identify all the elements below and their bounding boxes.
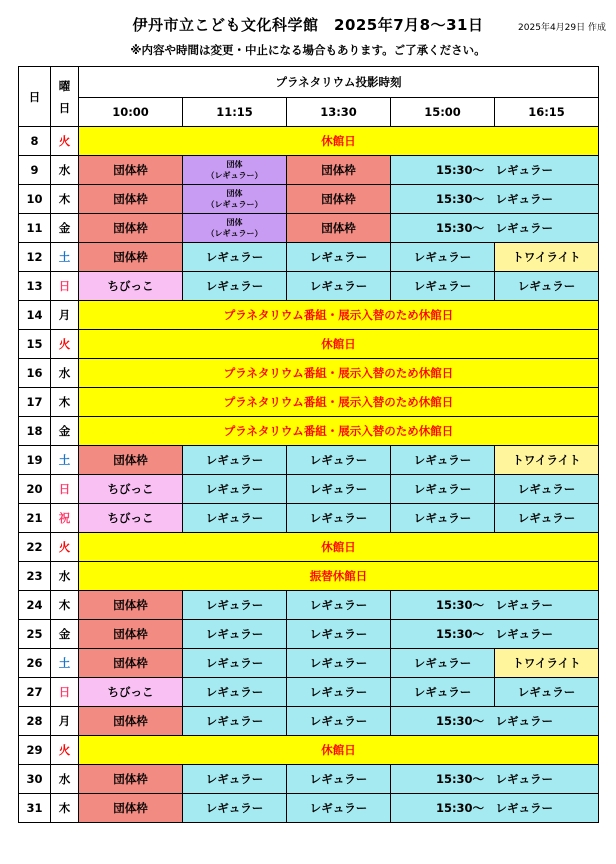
group-slot: 団体枠	[79, 620, 183, 649]
regular-slot: レギュラー	[287, 243, 391, 272]
regular-slot: レギュラー	[287, 649, 391, 678]
day-cell: 31	[19, 794, 51, 823]
schedule-row	[19, 417, 599, 446]
schedule-row	[19, 794, 599, 823]
group-slot: 団体枠	[287, 156, 391, 185]
day-cell: 18	[19, 417, 51, 446]
closed-slot: 振替休館日	[79, 562, 599, 591]
regular-slot: レギュラー	[183, 272, 287, 301]
schedule-row	[19, 446, 599, 475]
group-slot: 団体枠	[79, 185, 183, 214]
weekday-cell: 日	[51, 475, 79, 504]
day-cell: 21	[19, 504, 51, 533]
groupreg-slot: 団体 （レギュラー）	[183, 156, 287, 185]
weekday-cell: 火	[51, 127, 79, 156]
weekday-cell: 月	[51, 301, 79, 330]
day-cell: 27	[19, 678, 51, 707]
weekday-cell: 木	[51, 185, 79, 214]
schedule-row	[19, 301, 599, 330]
weekday-cell: 木	[51, 388, 79, 417]
schedule-body	[19, 127, 599, 823]
regular-slot: レギュラー	[287, 504, 391, 533]
group-slot: 団体枠	[79, 243, 183, 272]
day-cell: 11	[19, 214, 51, 243]
schedule-row	[19, 533, 599, 562]
regular-slot: レギュラー	[183, 765, 287, 794]
weekday-cell: 水	[51, 156, 79, 185]
regular-slot: 15:30～ レギュラー	[391, 156, 599, 185]
regular-slot: 15:30～ レギュラー	[391, 765, 599, 794]
day-cell: 8	[19, 127, 51, 156]
page-title: 伊丹市立こども文化科学館 2025年7月8～31日	[132, 16, 484, 34]
schedule-row	[19, 388, 599, 417]
regular-slot: レギュラー	[287, 475, 391, 504]
regular-slot: レギュラー	[391, 272, 495, 301]
chibikko-slot: ちびっこ	[79, 272, 183, 301]
weekday-cell: 日	[51, 272, 79, 301]
twilight-slot: トワイライト	[495, 243, 599, 272]
regular-slot: レギュラー	[495, 475, 599, 504]
weekday-cell: 祝	[51, 504, 79, 533]
weekday-header-label: 曜日	[58, 78, 71, 115]
regular-slot: 15:30～ レギュラー	[391, 707, 599, 736]
regular-slot: レギュラー	[495, 504, 599, 533]
twilight-slot: トワイライト	[495, 649, 599, 678]
schedule-row	[19, 330, 599, 359]
regular-slot: レギュラー	[183, 446, 287, 475]
regular-slot: レギュラー	[287, 707, 391, 736]
time-header-2: 13:30	[287, 98, 391, 127]
time-header-1: 11:15	[183, 98, 287, 127]
day-cell: 30	[19, 765, 51, 794]
weekday-cell: 金	[51, 417, 79, 446]
time-header-0: 10:00	[79, 98, 183, 127]
schedule-row	[19, 620, 599, 649]
showtime-group-header: プラネタリウム投影時刻	[79, 67, 599, 98]
chibikko-slot: ちびっこ	[79, 475, 183, 504]
closed-slot: 休館日	[79, 127, 599, 156]
regular-slot: 15:30～ レギュラー	[391, 794, 599, 823]
schedule-row	[19, 562, 599, 591]
regular-slot: レギュラー	[183, 794, 287, 823]
regular-slot: レギュラー	[495, 678, 599, 707]
regular-slot: レギュラー	[183, 504, 287, 533]
day-cell: 9	[19, 156, 51, 185]
day-cell: 19	[19, 446, 51, 475]
regular-slot: レギュラー	[183, 475, 287, 504]
weekday-cell: 土	[51, 446, 79, 475]
regular-slot: レギュラー	[391, 243, 495, 272]
schedule-row	[19, 272, 599, 301]
regular-slot: 15:30～ レギュラー	[391, 214, 599, 243]
groupreg-slot: 団体 （レギュラー）	[183, 214, 287, 243]
group-slot: 団体枠	[79, 649, 183, 678]
day-cell: 28	[19, 707, 51, 736]
regular-slot: 15:30～ レギュラー	[391, 591, 599, 620]
schedule-row	[19, 736, 599, 765]
group-slot: 団体枠	[79, 156, 183, 185]
regular-slot: レギュラー	[183, 620, 287, 649]
notice-text: ※内容や時間は変更・中止になる場合もあります。ご了承ください。	[130, 43, 486, 57]
regular-slot: レギュラー	[287, 678, 391, 707]
regular-slot: 15:30～ レギュラー	[391, 185, 599, 214]
closed-slot: 休館日	[79, 533, 599, 562]
planetarium-schedule-table	[18, 66, 599, 823]
group-slot: 団体枠	[79, 214, 183, 243]
time-header-row	[19, 98, 599, 127]
day-cell: 16	[19, 359, 51, 388]
day-cell: 14	[19, 301, 51, 330]
schedule-row	[19, 156, 599, 185]
chibikko-slot: ちびっこ	[79, 678, 183, 707]
schedule-row	[19, 591, 599, 620]
regular-slot: レギュラー	[287, 765, 391, 794]
day-cell: 12	[19, 243, 51, 272]
weekday-cell: 火	[51, 736, 79, 765]
regular-slot: レギュラー	[391, 475, 495, 504]
regular-slot: レギュラー	[183, 243, 287, 272]
regular-slot: レギュラー	[183, 591, 287, 620]
day-cell: 26	[19, 649, 51, 678]
group-slot: 団体枠	[79, 765, 183, 794]
regular-slot: レギュラー	[391, 446, 495, 475]
schedule-row	[19, 707, 599, 736]
weekday-cell: 金	[51, 214, 79, 243]
weekday-cell: 火	[51, 330, 79, 359]
schedule-row	[19, 214, 599, 243]
day-cell: 17	[19, 388, 51, 417]
weekday-cell: 水	[51, 765, 79, 794]
time-header-4: 16:15	[495, 98, 599, 127]
schedule-row	[19, 475, 599, 504]
regular-slot: レギュラー	[183, 678, 287, 707]
weekday-cell: 金	[51, 620, 79, 649]
regular-slot: レギュラー	[391, 649, 495, 678]
closed-slot: プラネタリウム番組・展示入替のため休館日	[79, 417, 599, 446]
regular-slot: レギュラー	[391, 504, 495, 533]
weekday-cell: 木	[51, 591, 79, 620]
day-cell: 29	[19, 736, 51, 765]
schedule-row	[19, 243, 599, 272]
day-cell: 22	[19, 533, 51, 562]
groupreg-slot: 団体 （レギュラー）	[183, 185, 287, 214]
closed-slot: プラネタリウム番組・展示入替のため休館日	[79, 359, 599, 388]
regular-slot: レギュラー	[391, 678, 495, 707]
group-slot: 団体枠	[287, 214, 391, 243]
closed-slot: プラネタリウム番組・展示入替のため休館日	[79, 301, 599, 330]
weekday-header	[51, 67, 79, 127]
group-slot: 団体枠	[79, 591, 183, 620]
weekday-cell: 日	[51, 678, 79, 707]
day-cell: 15	[19, 330, 51, 359]
twilight-slot: トワイライト	[495, 446, 599, 475]
regular-slot: レギュラー	[287, 794, 391, 823]
day-cell: 20	[19, 475, 51, 504]
day-cell: 23	[19, 562, 51, 591]
weekday-cell: 火	[51, 533, 79, 562]
group-slot: 団体枠	[79, 794, 183, 823]
regular-slot: レギュラー	[183, 707, 287, 736]
weekday-cell: 土	[51, 243, 79, 272]
created-date: 2025年4月29日 作成	[518, 23, 606, 33]
regular-slot: レギュラー	[287, 591, 391, 620]
closed-slot: 休館日	[79, 736, 599, 765]
schedule-row	[19, 504, 599, 533]
schedule-row	[19, 185, 599, 214]
closed-slot: 休館日	[79, 330, 599, 359]
chibikko-slot: ちびっこ	[79, 504, 183, 533]
day-cell: 25	[19, 620, 51, 649]
weekday-cell: 木	[51, 794, 79, 823]
weekday-cell: 月	[51, 707, 79, 736]
day-cell: 13	[19, 272, 51, 301]
schedule-row	[19, 359, 599, 388]
closed-slot: プラネタリウム番組・展示入替のため休館日	[79, 388, 599, 417]
regular-slot: レギュラー	[287, 446, 391, 475]
group-slot: 団体枠	[79, 707, 183, 736]
regular-slot: レギュラー	[183, 649, 287, 678]
time-header-3: 15:00	[391, 98, 495, 127]
group-slot: 団体枠	[287, 185, 391, 214]
schedule-row	[19, 649, 599, 678]
regular-slot: レギュラー	[287, 272, 391, 301]
schedule-row	[19, 678, 599, 707]
weekday-cell: 水	[51, 562, 79, 591]
day-cell: 10	[19, 185, 51, 214]
day-cell: 24	[19, 591, 51, 620]
regular-slot: レギュラー	[287, 620, 391, 649]
regular-slot: レギュラー	[495, 272, 599, 301]
day-header: 日	[19, 67, 51, 127]
weekday-cell: 水	[51, 359, 79, 388]
weekday-cell: 土	[51, 649, 79, 678]
regular-slot: 15:30～ レギュラー	[391, 620, 599, 649]
schedule-row	[19, 765, 599, 794]
schedule-row	[19, 127, 599, 156]
group-slot: 団体枠	[79, 446, 183, 475]
